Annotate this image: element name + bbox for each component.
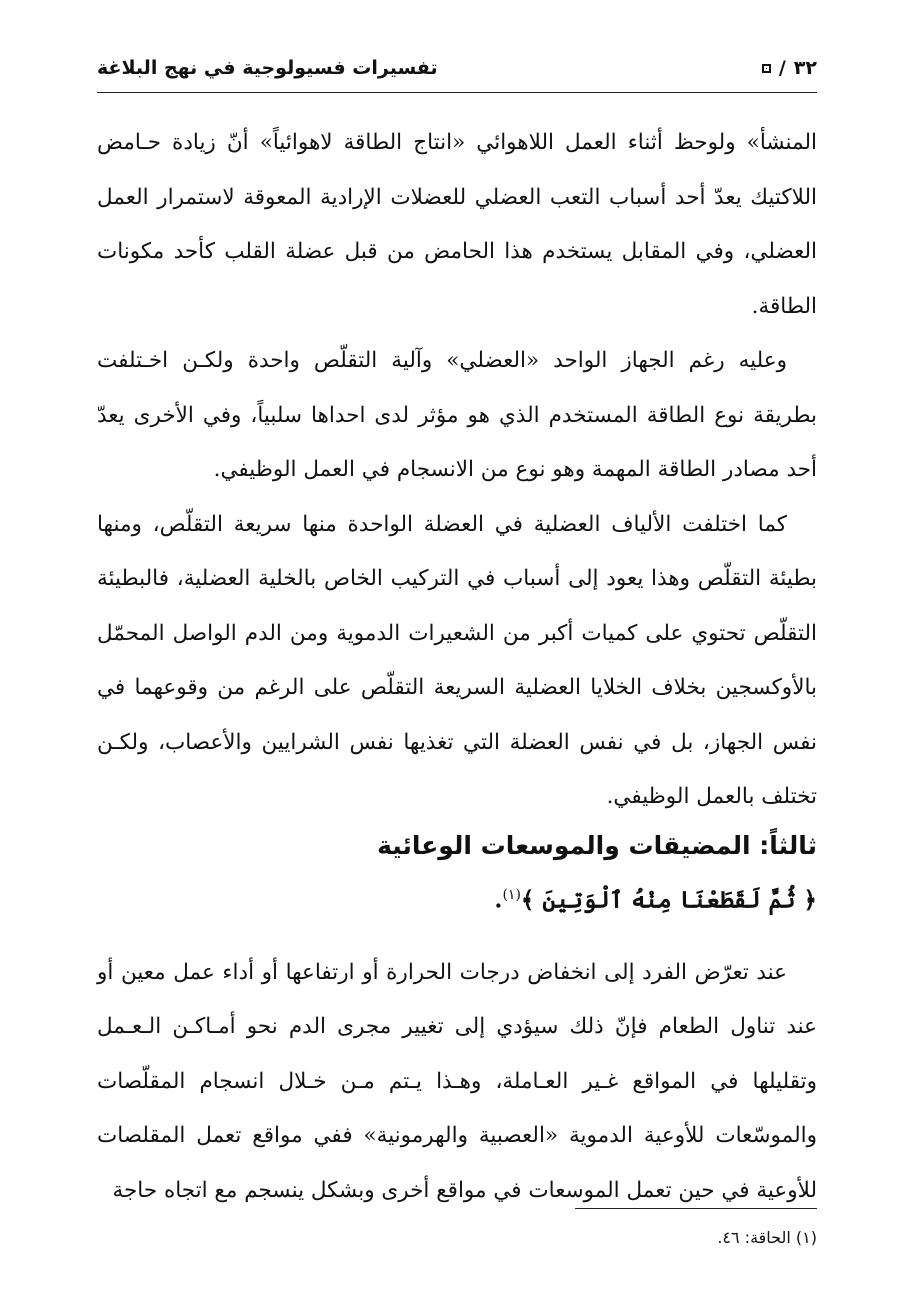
page-number-separator: /	[778, 57, 786, 79]
page-number-group	[762, 57, 817, 79]
paragraph-2: وعليه رغم الجهاز الواحد «العضلي» وآلية التقلّص واحدة ولكـن اخـتلفت بطريقة نوع الطاقة المستخدم الذي هو مؤثر لدى احداها سلبياً، وفي الأخرى يعدّ أحد مصادر الطاقة المهمة وهو نوع من الانسجام في العمل الوظيفي.	[97, 348, 817, 482]
footnote-divider	[575, 1208, 817, 1209]
quran-verse	[97, 875, 817, 921]
paragraph-1: المنشأ» ولوحظ أثناء العمل اللاهوائي «انتاج الطاقة لاهوائياً» أنّ زيادة حـامض اللاكتيك يعدّ أحد أسباب التعب العضلي للعضلات الإرادية المعوقة لاستمرار العمل العضلي، وفي المقابل يستخدم هذا الحامض من قبل عضلة القلب كأحد مكونات الطاقة.	[97, 130, 817, 319]
header-divider	[97, 92, 817, 93]
page-number: ٣٢	[793, 57, 817, 79]
running-title: تفسيرات فسيولوجية في نهج البلاغة	[97, 57, 438, 79]
section-body	[97, 924, 817, 1240]
page-header	[97, 50, 817, 86]
footnote: (١) الحاقة: ٤٦.	[717, 1228, 817, 1247]
verse-text: ﴿ ثُمَّ لَقَطَعْنَا مِنْهُ ٱلْوَتِينَ ﴾	[520, 886, 817, 914]
square-ornament-icon	[762, 64, 771, 73]
section-paragraph: عند تعرّض الفرد إلى انخفاض درجات الحرارة أو ارتفاعها أو أداء عمل معين أو عند تناول الطعام فإنّ ذلك سيؤدي إلى تغيير مجرى الدم نحو أمـاكـن الـعـمل وتقليلها في المواقع غـير العـاملة، وهـذا يـتم مـن خـلال انسجام المقلّصات والموسّعات للأوعية الدموية «العصبية والهرمونية» ففي مواقع تعمل المقلصات للأوعية في حين تعمل الموسعات في مواقع أخرى وبشكل ينسجم مع اتجاه حاجة	[97, 959, 817, 1203]
body-text	[97, 116, 817, 825]
verse-footnote-ref: (١)	[502, 887, 521, 903]
verse-end: .	[494, 886, 503, 914]
section-heading: ثالثاً: المضيقات والموسعات الوعائية	[377, 831, 817, 860]
paragraph-3: كما اختلفت الألياف العضلية في العضلة الواحدة منها سريعة التقلّص، ومنها بطيئة التقلّص وهذا يعود إلى أسباب في التركيب الخاص بالخلية العضلية، فالبطيئة التقلّص تحتوي على كميات أكبر من الشعيرات الدموية ومن الدم الواصل المحمّل بالأوكسجين بخلاف الخلايا العضلية السريعة التقلّص على الرغم من وقوعهما في نفس الجهاز، بل في نفس العضلة التي تغذيها نفس الشرايين والأعصاب، ولكـن تختلف بالعمل الوظيفي.	[97, 511, 817, 809]
